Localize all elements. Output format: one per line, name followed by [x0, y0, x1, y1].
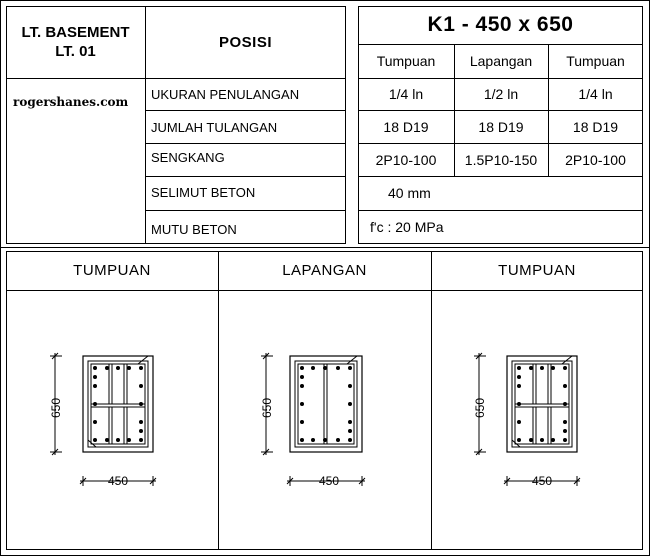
position-header-1: Tumpuan	[376, 53, 436, 69]
ukuran-tumpuan-2: 1/4 ln	[578, 86, 613, 102]
selimut-value: 40 mm	[388, 185, 431, 201]
height-dim-3: 650	[473, 397, 487, 418]
jumlah-tumpuan-1: 18 D19	[383, 118, 429, 135]
section-drawing-3	[431, 290, 643, 549]
ukuran-tumpuan-1: 1/4 ln	[388, 86, 424, 102]
height-dim-1: 650	[49, 397, 63, 418]
location-title	[6, 6, 145, 78]
sengkang-tumpuan-2: 2P10-100	[565, 151, 626, 168]
row-label-jumlah: JUMLAH TULANGAN	[151, 120, 278, 135]
section-title-3: TUMPUAN	[498, 262, 576, 279]
jumlah-lapangan: 18 D19	[478, 118, 524, 135]
section-title-1: TUMPUAN	[73, 262, 151, 279]
posisi-heading: POSISI	[218, 33, 273, 51]
height-dim-2: 650	[260, 397, 274, 418]
mutu-value: f'c : 20 MPa	[370, 219, 444, 235]
row-label-selimut: SELIMUT BETON	[151, 185, 256, 200]
row-label-ukuran: UKURAN PENULANGAN	[151, 87, 300, 102]
width-dim-1: 450	[108, 474, 129, 488]
column-title: K1 - 450 x 650	[427, 13, 574, 36]
jumlah-tumpuan-2: 18 D19	[572, 118, 619, 135]
position-header-3: Tumpuan	[566, 53, 625, 69]
position-header-2: Lapangan	[469, 53, 533, 69]
location-line-2: LT. 01	[55, 43, 96, 60]
width-dim-2: 450	[319, 474, 340, 488]
section-drawing-1	[6, 290, 218, 549]
sengkang-tumpuan-1: 2P10-100	[375, 151, 437, 168]
section-drawing-2	[218, 290, 431, 549]
ukuran-lapangan: 1/2 ln	[483, 86, 519, 102]
rebar-dots-2	[300, 366, 352, 442]
section-title-2: LAPANGAN	[282, 262, 367, 279]
watermark-text: rogershanes.com	[13, 95, 129, 109]
row-label-mutu: MUTU BETON	[151, 222, 237, 237]
row-label-sengkang: SENGKANG	[151, 150, 225, 165]
sengkang-lapangan: 1.5P10-150	[464, 151, 538, 168]
width-dim-3: 450	[532, 474, 553, 488]
location-line-1: LT. BASEMENT	[21, 24, 130, 41]
